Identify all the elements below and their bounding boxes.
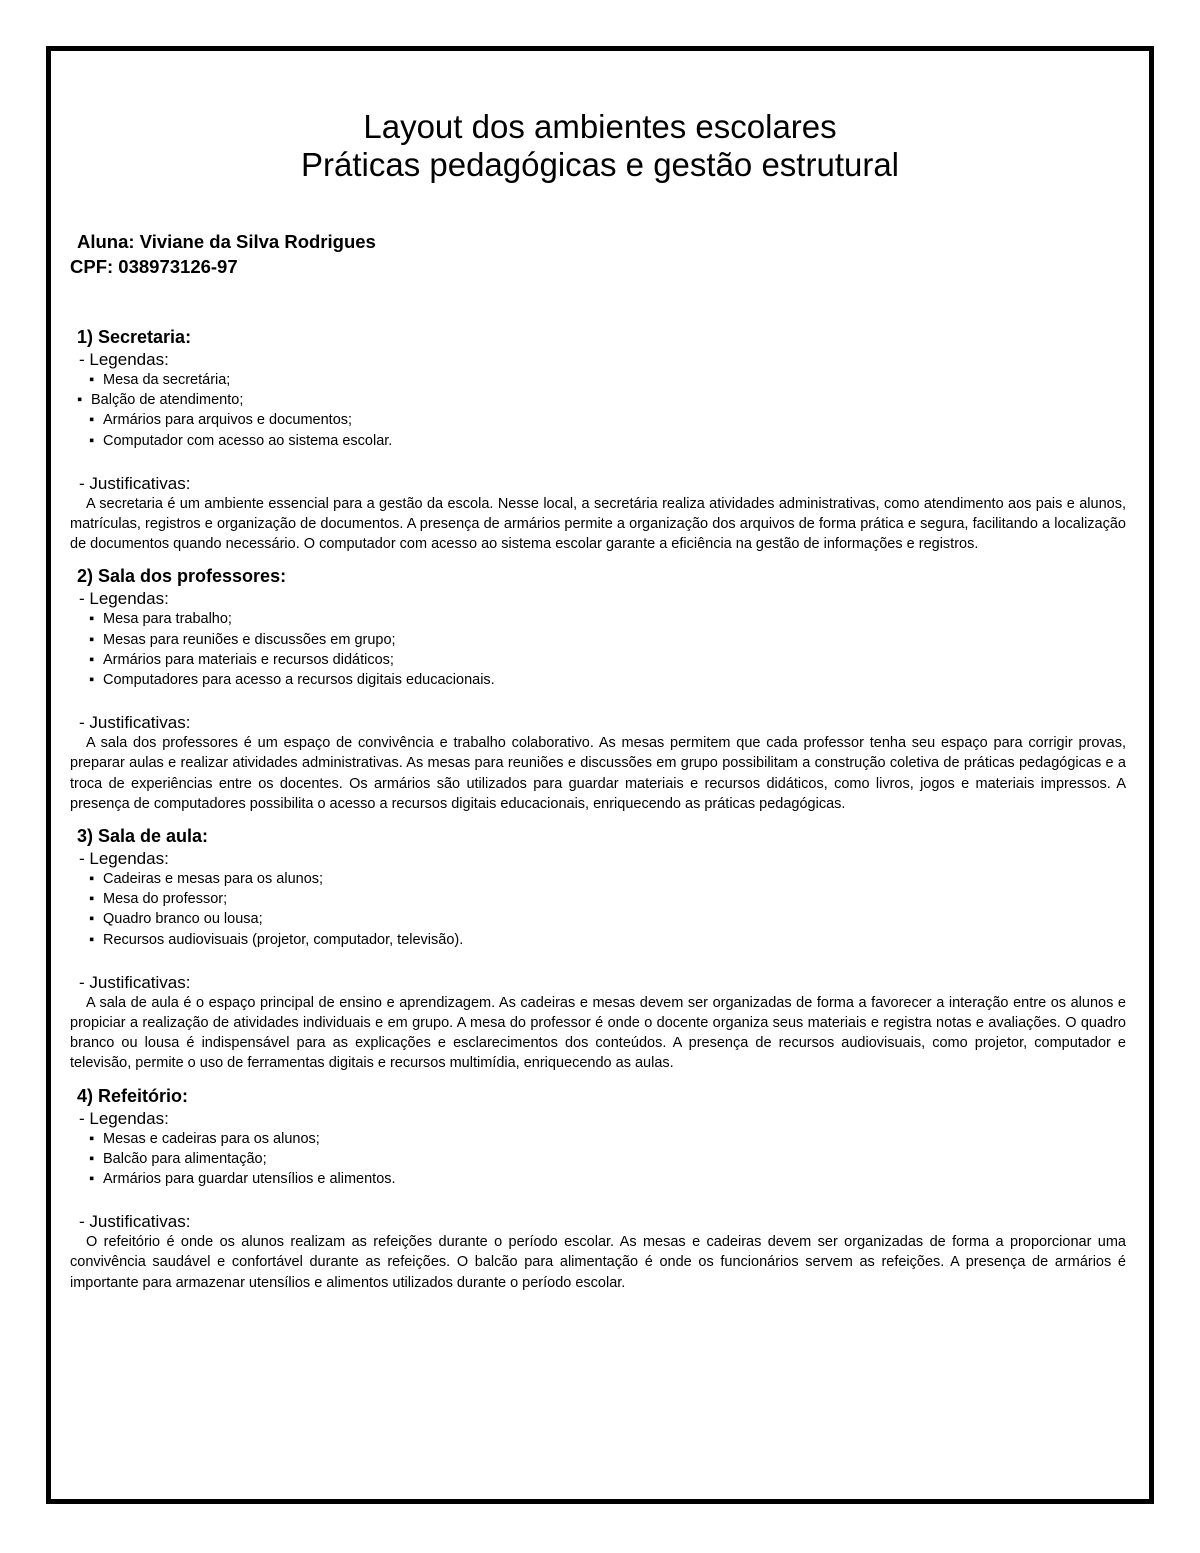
justificativas-label: - Justificativas: [79,972,191,992]
section-title: 1) Secretaria: [77,327,192,347]
section-refeitorio [70,1084,1126,1293]
justificativas-label: - Justificativas: [79,473,191,493]
list-item: ▪ Armários para arquivos e documentos; [70,410,1126,430]
list-item: ▪ Balcão para alimentação; [70,1149,1126,1169]
list-item: ▪ Cadeiras e mesas para os alunos; [70,869,1126,889]
bullet-icon: ▪ [89,1150,95,1167]
justificativas-label: - Justificativas: [79,1212,191,1232]
document-title: Layout dos ambientes escolares [363,108,837,145]
legendas-label: - Legendas: [79,589,169,609]
bullet-icon: ▪ [89,891,95,908]
section-sala-de-aula [70,824,1126,1074]
section-sala-professores [70,564,1126,814]
legend-list [70,869,1126,950]
bullet-icon: ▪ [89,631,95,648]
list-item: ▪ Mesas e cadeiras para os alunos; [70,1129,1126,1149]
bullet-icon: ▪ [89,672,95,689]
bullet-icon: ▪ [89,911,95,928]
list-item: ▪ Mesa da secretária; [70,370,1126,390]
legendas-label: - Legendas: [79,849,169,869]
document-header [0,108,1200,184]
list-item: ▪ Computadores para acesso a recursos digitais educacionais. [70,670,1126,690]
bullet-icon: ▪ [89,412,95,429]
bullet-icon: ▪ [89,931,95,948]
list-item: ▪ Balção de atendimento; [70,390,1126,410]
justification-text: O refeitório é onde os alunos realizam as refeições durante o período escolar. As mesas e cadeiras devem ser organizadas de forma a proporcionar uma convivência saudável e confortável durante as refeições. O balcão para alimentação é onde os funcionários servem as refeições. A presença de armários é importante para armazenar utensílios e alimentos utilizados durante o período escolar. [70,1234,1126,1291]
section-secretaria [70,325,1126,554]
list-item: ▪ Mesa do professor; [70,889,1126,909]
bullet-icon: ▪ [89,651,95,668]
student-info [70,229,376,279]
bullet-icon: ▪ [77,392,83,409]
bullet-icon: ▪ [89,1130,95,1147]
legendas-label: - Legendas: [79,350,169,369]
list-item: ▪ Armários para guardar utensílios e alimentos. [70,1169,1126,1189]
section-title: 3) Sala de aula: [77,826,209,847]
list-item: ▪ Recursos audiovisuais (projetor, computador, televisão). [70,930,1126,950]
student-name: Aluna: Viviane da Silva Rodrigues [77,231,376,252]
legend-list [70,1129,1126,1190]
list-item: ▪ Mesa para trabalho; [70,609,1126,629]
list-item: ▪ Computador com acesso ao sistema escolar. [70,431,1126,451]
section-title: 2) Sala dos professores: [77,566,287,587]
section-title: 4) Refeitório: [77,1085,189,1106]
list-item: ▪ Quadro branco ou lousa; [70,909,1126,929]
document-body [70,325,1126,1293]
list-item: ▪ Armários para materiais e recursos didáticos; [70,650,1126,670]
list-item: ▪ Mesas para reuniões e discussões em grupo; [70,630,1126,650]
bullet-icon: ▪ [89,1171,95,1188]
legend-list [70,370,1126,451]
justification-text: A secretaria é um ambiente essencial para a gestão da escola. Nesse local, a secretária realiza atividades administrativas, como atendimento aos pais e alunos, matrículas, registros e organização de documentos. A presença de armários permite a organização dos arquivos de forma prática e segura, facilitando a localização de documentos quando necessário. O computador com acesso ao sistema escolar garante a eficiência na gestão de informações e registros. [70,495,1126,553]
legendas-label: - Legendas: [79,1108,169,1128]
legend-list [70,609,1126,690]
bullet-icon: ▪ [89,871,95,888]
bullet-icon: ▪ [89,611,95,628]
student-cpf: CPF: 038973126-97 [70,256,238,277]
bullet-icon: ▪ [89,372,95,388]
justification-text: A sala dos professores é um espaço de convivência e trabalho colaborativo. As mesas permitem que cada professor tenha seu espaço para corrigir provas, preparar aulas e realizar atividades administrativas. As mesas para reuniões e discussões em grupo possibilitam a construção coletiva de práticas pedagógicas e a troca de experiências entre os docentes. Os armários são utilizados para guardar materiais e recursos didáticos, como livros, jogos e materiais impressos. A presença de computadores possibilita o acesso a recursos digitais educacionais, enriquecendo as práticas pedagógicas. [70,735,1126,812]
justification-text: A sala de aula é o espaço principal de ensino e aprendizagem. As cadeiras e mesas devem ser organizadas de forma a favorecer a interação entre os alunos e propiciar a realização de atividades individuais e em grupo. A mesa do professor é onde o docente organiza seus materiais e registra notas e avaliações. O quadro branco ou lousa é indispensável para as explicações e esclarecimentos dos conteúdos. A presença de recursos audiovisuais, como projetor, computador e televisão, permite o uso de ferramentas digitais e recursos multimídia, enriquecendo as aulas. [70,994,1126,1072]
document-subtitle: Práticas pedagógicas e gestão estrutural [300,146,900,183]
bullet-icon: ▪ [89,432,95,449]
justificativas-label: - Justificativas: [79,713,191,733]
